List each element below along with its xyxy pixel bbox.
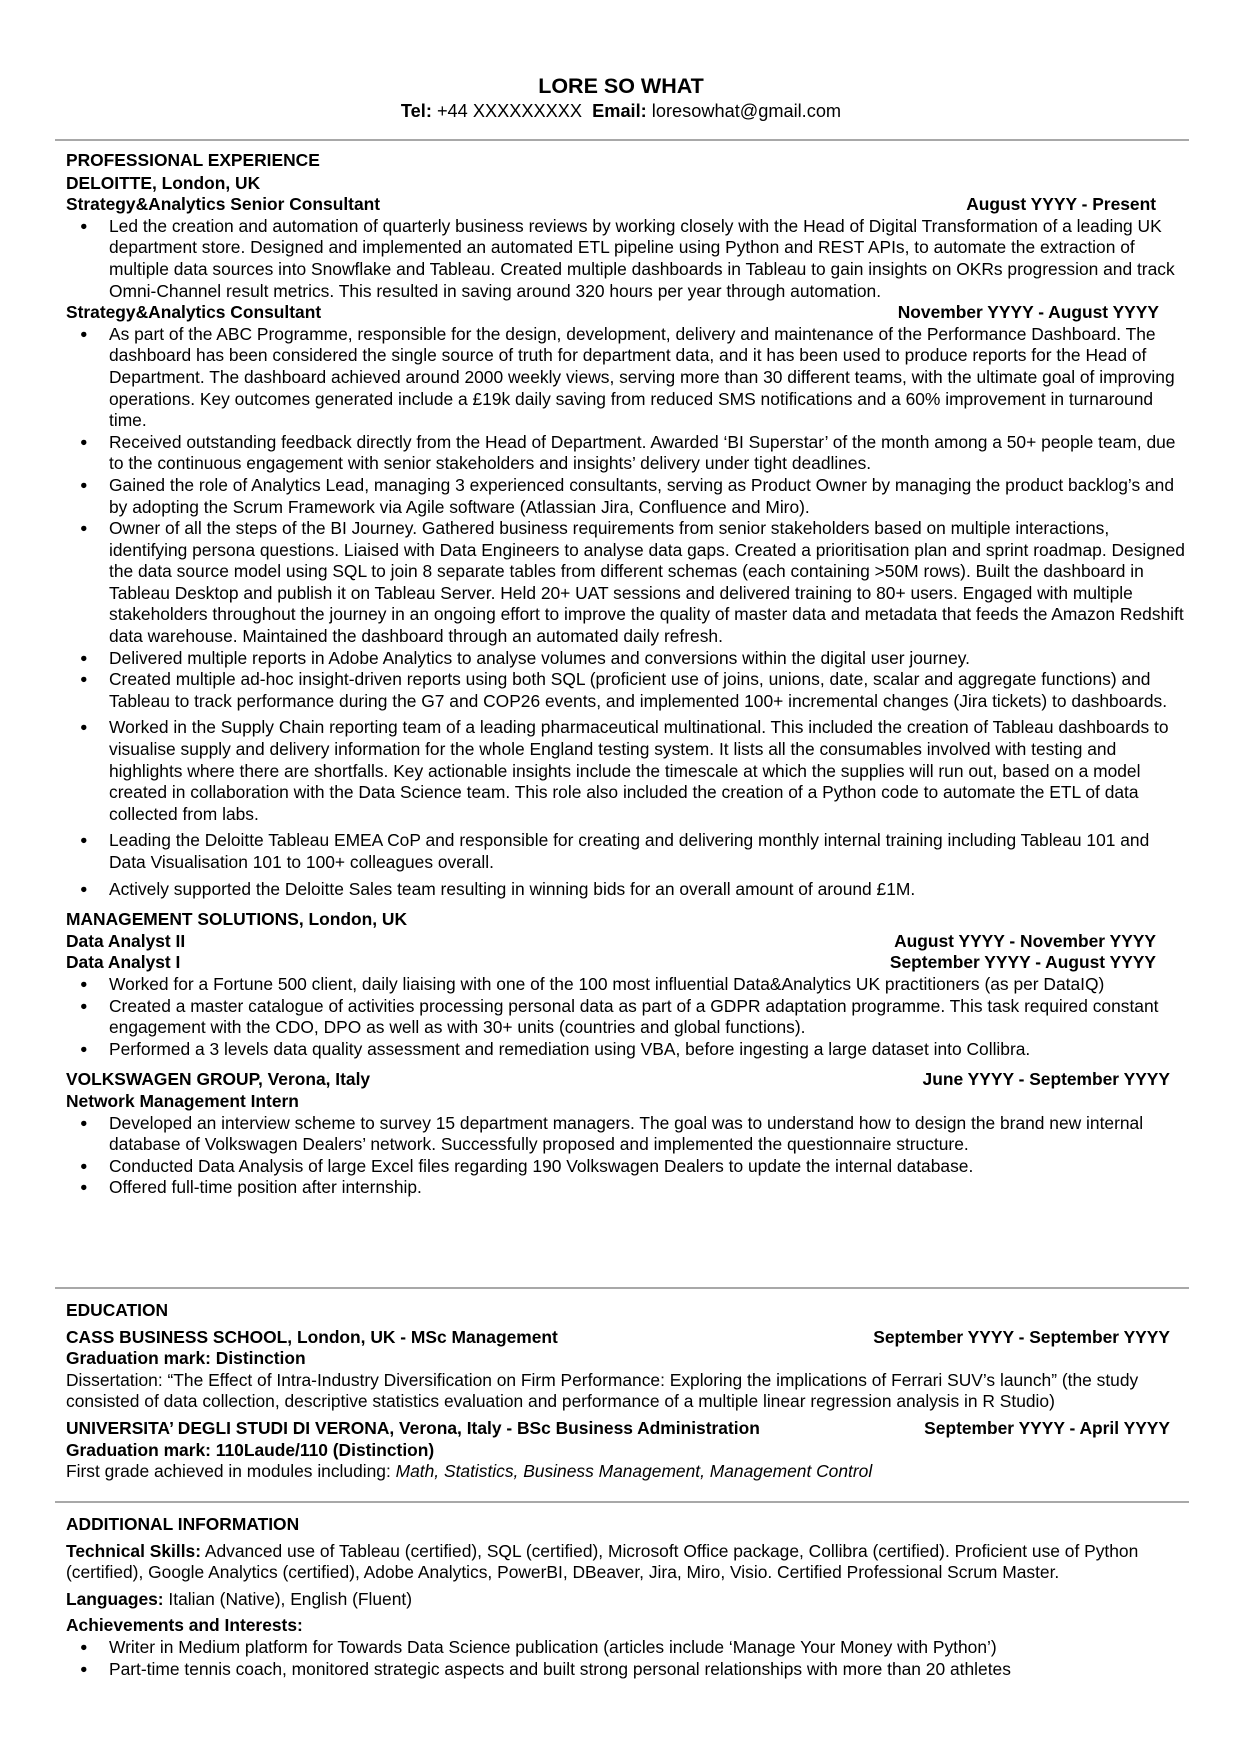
- skills-text: Advanced use of Tableau (certified), SQL (certified), Microsoft Office package, Collibra (certified). Proficient use of Python (certified), Google Analytics (certified), Adobe Analytics, PowerBI, DBeaver, Jira, Miro, Visio. Certified Professional Scrum Master.: [66, 1540, 1139, 1583]
- candidate-name: LORE SO WHAT: [538, 74, 704, 98]
- bullet-list: [66, 324, 1190, 900]
- role-title: Data Analyst II: [66, 930, 186, 951]
- role-row: [66, 952, 1190, 974]
- technical-skills: [66, 1541, 1190, 1584]
- additional-section: [66, 1514, 1190, 1680]
- tel-label: Tel:: [400, 101, 432, 121]
- graduation-mark: Graduation mark: Distinction: [66, 1348, 306, 1369]
- list-item: ● As part of the ABC Programme, responsible for the design, development, delivery and maintenance of the Performance Dashboard. The dashboard has been considered the single source of truth for department data, and it has been used to produce reports for the Head of Department. The dashboard achieved around 2000 weekly views, serving more than 30 different teams, with the ultimate goal of improving operations. Key outcomes generated include a £19k daily saving from reduced SMS notifications and a 60% improvement in turnaround time.: [66, 324, 1190, 432]
- role-dates: August YYYY - November YYYY: [894, 930, 1156, 951]
- languages: [66, 1589, 1190, 1611]
- section-divider: [55, 1501, 1189, 1503]
- bullet-list: [66, 974, 1190, 1060]
- role-row: [66, 194, 1190, 216]
- company-row: [66, 1069, 1190, 1091]
- list-item: ● Owner of all the steps of the BI Journey. Gathered business requirements from senior stakeholders based on multiple interactions, identifying persona questions. Liaised with Data Engineers to analyse data gaps. Created a prioritisation plan and sprint roadmap. Designed the data source model using SQL to join 8 separate tables from different schemas (each containing >50M rows). Built the dashboard in Tableau Desktop and publish it on Tableau Server. Held 20+ UAT sessions and delivered training to 80+ users. Engaged with multiple stakeholders throughout the journey in an ongoing effort to improve the quality of master data and metadata that feeds the Amazon Redshift data warehouse. Maintained the dashboard through an automated daily refresh.: [66, 518, 1190, 648]
- modules-prefix: First grade achieved in modules including:: [66, 1461, 396, 1482]
- list-item: ● Performed a 3 levels data quality assessment and remediation using VBA, before ingesting a large dataset into Collibra.: [66, 1039, 1190, 1061]
- company-management-solutions: MANAGEMENT SOLUTIONS, London, UK: [66, 909, 408, 930]
- role-dates: September YYYY - August YYYY: [889, 952, 1156, 973]
- list-item: ● Developed an interview scheme to survey 15 department managers. The goal was to understand how to design the brand new internal database of Volkswagen Dealers’ network. Successfully proposed and implemented the questionnaire structure.: [66, 1113, 1190, 1156]
- company-volkswagen: VOLKSWAGEN GROUP, Verona, Italy: [66, 1069, 371, 1090]
- list-item: ● Conducted Data Analysis of large Excel files regarding 190 Volkswagen Dealers to update the internal database.: [66, 1156, 1190, 1178]
- skills-label: Technical Skills:: [66, 1540, 201, 1561]
- contact-line: [0, 99, 1242, 123]
- bullet-list: [66, 1113, 1190, 1199]
- list-item: ● Part-time tennis coach, monitored strategic aspects and built strong personal relationships with more than 20 athletes: [66, 1659, 1190, 1681]
- email-label: Email:: [592, 101, 647, 121]
- role-title: Network Management Intern: [66, 1090, 299, 1111]
- list-item: ● Offered full-time position after internship.: [66, 1177, 1190, 1199]
- school-row: [66, 1418, 1190, 1440]
- school-verona: UNIVERSITA’ DEGLI STUDI DI VERONA, Verona, Italy - BSc Business Administration: [66, 1417, 760, 1438]
- list-item: ● Leading the Deloitte Tableau EMEA CoP and responsible for creating and delivering monthly internal training including Tableau 101 and Data Visualisation 101 to 100+ colleagues overall.: [66, 830, 1190, 873]
- languages-label: Languages:: [66, 1588, 164, 1609]
- bullet-list: [66, 216, 1190, 302]
- modules-list: Math, Statistics, Business Management, Management Control: [395, 1461, 873, 1482]
- role-title: Strategy&Analytics Senior Consultant: [66, 194, 381, 215]
- modules-line: [66, 1461, 1190, 1483]
- languages-text: Italian (Native), English (Fluent): [163, 1588, 412, 1609]
- list-item: ● Created a master catalogue of activities processing personal data as part of a GDPR adaptation programme. This task required constant engagement with the CDO, DPO as well as with 30+ units (countries and global functions).: [66, 996, 1190, 1039]
- list-item: ● Writer in Medium platform for Towards Data Science publication (articles include ‘Manage Your Money with Python’): [66, 1637, 1190, 1659]
- list-item: ● Led the creation and automation of quarterly business reviews by working closely with the Head of Digital Transformation of a leading UK department store. Designed and implemented an automated ETL pipeline using Python and REST APIs, to automate the extraction of multiple data sources into Snowflake and Tableau. Created multiple dashboards in Tableau to gain insights on OKRs progression and track Omni-Channel result metrics. This resulted in saving around 320 hours per year through automation.: [66, 216, 1190, 302]
- list-item: ● Received outstanding feedback directly from the Head of Department. Awarded ‘BI Superstar’ of the month among a 50+ people team, due to the continuous engagement with senior stakeholders and insights’ delivery under tight deadlines.: [66, 432, 1190, 475]
- company-deloitte: DELOITTE, London, UK: [66, 172, 261, 193]
- role-dates: August YYYY - Present: [966, 194, 1156, 215]
- bullet-list: [66, 1637, 1190, 1680]
- interests-label: Achievements and Interests:: [66, 1615, 303, 1636]
- role-dates: June YYYY - September YYYY: [922, 1069, 1170, 1090]
- school-cass: CASS BUSINESS SCHOOL, London, UK - MSc Management: [66, 1326, 558, 1347]
- role-row: [66, 931, 1190, 953]
- list-item: ● Worked for a Fortune 500 client, daily liaising with one of the 100 most influential Data&Analytics UK practitioners (as per DataIQ): [66, 974, 1190, 996]
- section-divider: [55, 1287, 1189, 1289]
- section-title-experience: PROFESSIONAL EXPERIENCE: [66, 150, 320, 170]
- experience-section: [66, 150, 1190, 1199]
- tel-value: +44 XXXXXXXXX: [436, 101, 583, 121]
- graduation-mark: Graduation mark: 110Laude/110 (Distinction): [66, 1439, 435, 1460]
- email-value: loresowhat@gmail.com: [651, 101, 842, 121]
- list-item: ● Worked in the Supply Chain reporting team of a leading pharmaceutical multinational. This included the creation of Tableau dashboards to visualise supply and delivery information for the whole England testing system. It lists all the consumables involved with testing and highlights where there are shortfalls. Key actionable insights include the timescale at which the supplies will run out, based on a model created in collaboration with the Data Science team. This role also included the creation of a Python code to automate the ETL of data collected from labs.: [66, 717, 1190, 825]
- role-title: Data Analyst I: [66, 952, 181, 973]
- list-item: ● Delivered multiple reports in Adobe Analytics to analyse volumes and conversions within the digital user journey.: [66, 648, 1190, 670]
- education-section: [66, 1300, 1190, 1483]
- school-row: [66, 1327, 1190, 1349]
- section-title-education: EDUCATION: [66, 1300, 169, 1320]
- school-dates: September YYYY - September YYYY: [873, 1326, 1170, 1347]
- list-item: ● Created multiple ad-hoc insight-driven reports using both SQL (proficient use of joins, unions, date, scalar and aggregate functions) and Tableau to track performance during the G7 and COP26 events, and implemented 100+ incremental changes (Jira tickets) to dashboards.: [66, 669, 1190, 712]
- role-dates: November YYYY - August YYYY: [897, 302, 1159, 323]
- list-item: ● Actively supported the Deloitte Sales team resulting in winning bids for an overall amount of around £1M.: [66, 879, 1190, 901]
- list-item: ● Gained the role of Analytics Lead, managing 3 experienced consultants, serving as Product Owner by managing the product backlog’s and by adopting the Scrum Framework via Agile software (Atlassian Jira, Confluence and Miro).: [66, 475, 1190, 518]
- section-title-additional: ADDITIONAL INFORMATION: [66, 1514, 300, 1534]
- role-title: Strategy&Analytics Consultant: [66, 302, 322, 323]
- school-dates: September YYYY - April YYYY: [924, 1417, 1170, 1438]
- role-row: [66, 302, 1190, 324]
- resume-header: [0, 0, 1242, 123]
- section-divider: [55, 139, 1189, 141]
- dissertation: Dissertation: “The Effect of Intra-Industry Diversification on Firm Performance: Exploring the implications of Ferrari SUV’s launch” (the study consisted of data collection, descriptive statistics evaluation and performance of a multiple linear regression analysis in R Studio): [66, 1369, 1139, 1412]
